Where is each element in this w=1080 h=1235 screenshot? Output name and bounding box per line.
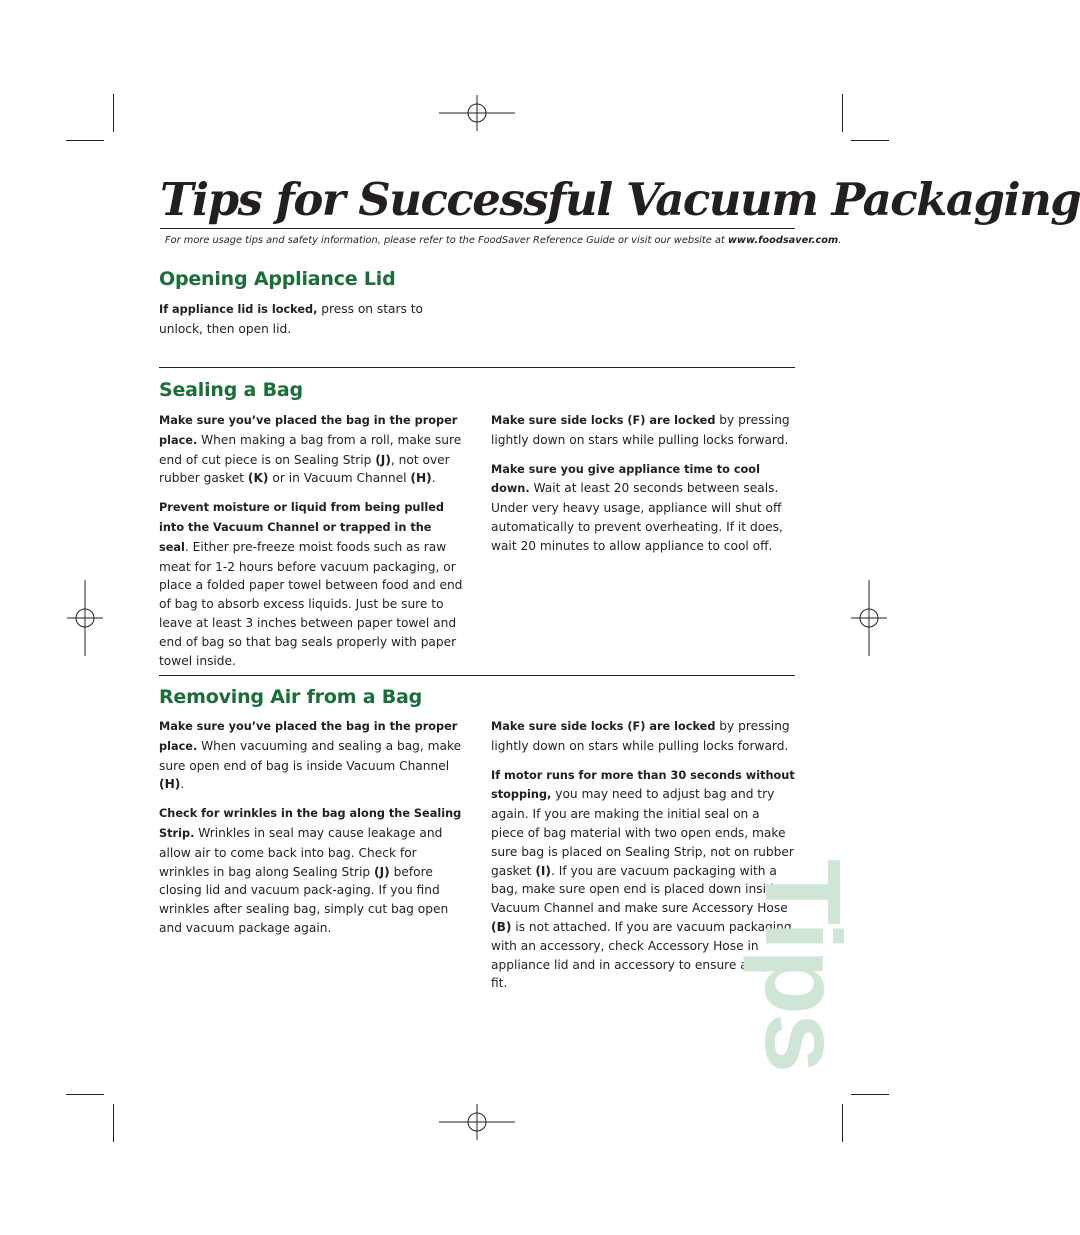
section-heading-opening-lid: Opening Appliance Lid xyxy=(159,268,396,290)
lead-text: Make sure you’ve placed the bag in the proper place. xyxy=(159,414,458,447)
body-text: or in Vacuum Channel xyxy=(268,471,411,486)
section-divider xyxy=(159,675,795,676)
body-text: . xyxy=(180,777,185,792)
part-ref: (J) xyxy=(374,864,390,879)
side-tab-tips xyxy=(743,850,864,1080)
lead-text: If motor runs for more than 30 seconds without stopping, xyxy=(491,768,795,802)
body-text: , not over rubber gasket xyxy=(159,452,450,486)
paragraph xyxy=(159,411,464,488)
website-link[interactable]: www.foodsaver.com xyxy=(727,235,839,246)
body-text: you may need to adjust bag and try again. If you are making the initial seal on a piece of bag material with two open ends, make sure bag is placed on Sealing Strip, not on rubber gasket xyxy=(491,787,794,878)
crop-mark xyxy=(842,1104,843,1142)
body-text: Wait at least 20 seconds between seals. Under very heavy usage, appliance will shut off automatically to prevent overheating. If it does, wait 20 minutes to allow appliance to cool off. xyxy=(491,481,783,553)
part-ref: (H) xyxy=(410,471,432,486)
body-text: . xyxy=(431,471,436,486)
body-text: . If you are vacuum packaging with a bag, make sure open end is placed down inside Vacuum Channel and make sure Accessory Hose xyxy=(491,863,788,916)
crop-mark xyxy=(851,140,889,141)
body-text: before closing lid and vacuum pack-aging. If you find wrinkles after sealing bag, simply cut bag open and vacuum package again. xyxy=(159,864,449,935)
subtitle-end: . xyxy=(838,235,842,246)
section-heading-removing-air: Removing Air from a Bag xyxy=(159,686,423,708)
lead-text: Prevent moisture or liquid from being pulled into the Vacuum Channel or trapped in the seal xyxy=(159,501,444,554)
body-text: is not attached. If you are vacuum packaging with an accessory, check Accessory Hose in appliance lid and in accessory to ensure a tight fit. xyxy=(491,919,792,991)
body-text: . Either pre-freeze moist foods such as raw meat for 1-2 hours before vacuum packaging, or place a folded paper towel between food and end of bag to absorb excess liquids. Just be sure to leave at least 3 inches between paper towel and end of bag so that bag seals properly with paper towel inside. xyxy=(159,539,463,668)
part-ref: (J) xyxy=(375,452,391,467)
registration-mark-top xyxy=(439,75,515,151)
lead-text: If appliance lid is locked, xyxy=(159,303,318,316)
paragraph xyxy=(491,460,796,556)
paragraph xyxy=(491,411,796,450)
sealing-left-column xyxy=(159,411,464,680)
removing-left-column xyxy=(159,717,464,948)
paragraph xyxy=(159,300,454,339)
paragraph xyxy=(159,717,464,794)
sealing-right-column xyxy=(491,411,796,566)
side-tab-label: Tips xyxy=(743,858,864,1072)
body-text: by pressing lightly down on stars while pulling locks forward. xyxy=(491,413,790,447)
lead-text: Make sure side locks (F) are locked xyxy=(491,720,716,733)
paragraph xyxy=(159,804,464,938)
crop-mark xyxy=(842,94,843,132)
crop-mark xyxy=(113,1104,114,1142)
title-underline xyxy=(160,228,795,229)
part-ref: (B) xyxy=(491,919,512,934)
body-text: When making a bag from a roll, make sure end of cut piece is on Sealing Strip xyxy=(159,432,462,467)
body-text: When vacuuming and sealing a bag, make sure open end of bag is inside Vacuum Channel xyxy=(159,738,462,773)
registration-mark-left xyxy=(47,580,123,656)
section-heading-sealing: Sealing a Bag xyxy=(159,379,303,401)
crop-mark xyxy=(66,1094,104,1095)
lead-text: Make sure you give appliance time to cool down. xyxy=(491,462,760,496)
opening-lid-text xyxy=(159,300,454,349)
page-title: Tips for Successful Vacuum Packaging xyxy=(160,173,1080,226)
part-ref: (H) xyxy=(159,777,181,792)
section-divider xyxy=(159,367,795,368)
paragraph xyxy=(491,717,796,756)
body-text: press on stars to unlock, then open lid. xyxy=(159,302,423,336)
body-text: Wrinkles in seal may cause leakage and allow air to come back into bag. Check for wrinkles in bag along Sealing Strip xyxy=(159,825,443,879)
subtitle xyxy=(165,235,842,246)
body-text: by pressing lightly down on stars while pulling locks forward. xyxy=(491,719,790,753)
subtitle-text: For more usage tips and safety information, please refer to the FoodSaver Reference Guide or visit our website at xyxy=(165,235,728,246)
crop-mark xyxy=(66,140,104,141)
registration-mark-right xyxy=(831,580,907,656)
part-ref: (I) xyxy=(535,863,552,878)
part-ref: (K) xyxy=(247,471,269,486)
paragraph xyxy=(159,498,464,670)
crop-mark xyxy=(851,1094,889,1095)
crop-mark xyxy=(113,94,114,132)
lead-text: Make sure side locks (F) are locked xyxy=(491,414,716,427)
lead-text: Make sure you’ve placed the bag in the proper place. xyxy=(159,720,458,753)
lead-text: Check for wrinkles in the bag along the Sealing Strip. xyxy=(159,807,462,840)
registration-mark-bottom xyxy=(439,1084,515,1160)
